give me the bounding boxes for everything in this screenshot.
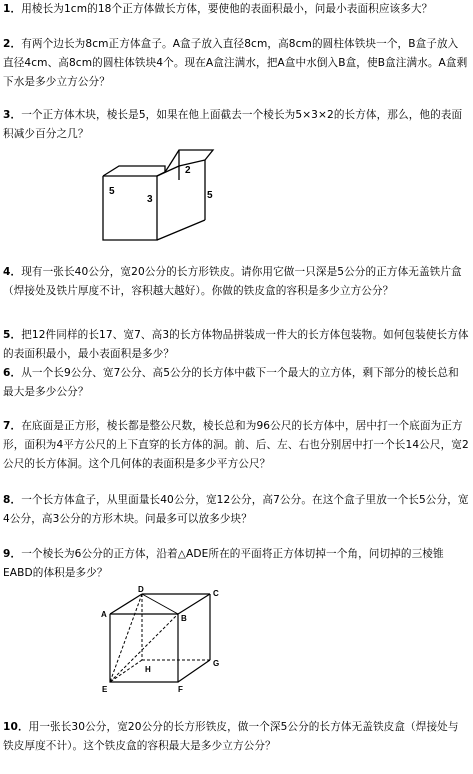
- question-3: 3．一个正方体木块，棱长是5，如果在他上面截去一个棱长为5×3×2的长方体，那么，他的表面积减少百分之几？: [3, 109, 463, 140]
- question-text: 一个正方体木块，棱长是5，如果在他上面截去一个棱长为5×3×2的长方体，那么，他的表面积减少百分之几？: [3, 109, 463, 140]
- figure-9-cube-diagram: [100, 586, 230, 694]
- figure-3-label-bottom: 3: [147, 194, 153, 205]
- figure-3-label-step: 2: [185, 165, 191, 176]
- question-number: 9: [3, 548, 11, 560]
- question-4: 4．现有一张长40公分，宽20公分的长方形铁皮。请你用它做一只深是5公分的正方体无盖铁片盒（焊接处及铁片厚度不计，容积越大越好）。你做的铁皮盒的容积是多少立方公分？: [3, 266, 462, 297]
- question-text: 从一个长9公分、宽7公分、高5公分的长方体中截下一个最大的立方体，剩下部分的棱长总和最大是多少公分？: [3, 367, 459, 398]
- question-number: 3: [3, 109, 11, 121]
- question-text: 在底面是正方形，棱长都是整公尺数，棱长总和为96公尺的长方体中，居中打一个底面为正方形，面积为4平方公尺的上下直穿的长方体的洞。前、后、左、右也分别居中打一个长14公尺，宽2公尺的长方体洞。这个几何体的表面积是多少平方公尺？: [3, 420, 469, 470]
- question-number: 2: [3, 38, 11, 50]
- figure-9-label-h: H: [145, 665, 151, 674]
- figure-9-label-c: C: [213, 589, 219, 598]
- question-number: 10: [3, 721, 18, 733]
- question-9: 9．一个棱长为6公分的正方体，沿着△ADE所在的平面将正方体切掉一个角，问切掉的三棱锥EABD的体积是多少？: [3, 548, 444, 579]
- figure-9-label-b: B: [181, 614, 187, 623]
- question-5: 5．把12件同样的长17、宽7、高3的长方体物品拼装成一件大的长方体包装物。如何包装使长方体的表面积最小，最小表面积是多少？: [3, 329, 469, 360]
- question-text: 用棱长为1cm的18个正方体做长方体，要使他的表面积最小，问最小表面积应该多大？: [21, 3, 433, 15]
- question-8: 8．一个长方体盒子，从里面量长40公分，宽12公分，高7公分。在这个盒子里放一个长5公分，宽4公分，高3公分的方形木块。问最多可以放多少块？: [3, 494, 469, 525]
- figure-9-label-d: D: [138, 586, 144, 594]
- question-number: 8: [3, 494, 11, 506]
- figure-9-label-e: E: [102, 685, 108, 694]
- figure-3-label-left: 5: [109, 186, 115, 197]
- question-number: 5: [3, 329, 11, 341]
- question-text: 一个棱长为6公分的正方体，沿着△ADE所在的平面将正方体切掉一个角，问切掉的三棱锥EABD的体积是多少？: [3, 548, 444, 579]
- question-1: 1．用棱长为1cm的18个正方体做长方体，要使他的表面积最小，问最小表面积应该多大？: [3, 3, 433, 15]
- question-text: 把12件同样的长17、宽7、高3的长方体物品拼装成一件大的长方体包装物。如何包装使长方体的表面积最小，最小表面积是多少？: [3, 329, 469, 360]
- figure-9-label-g: G: [213, 659, 220, 668]
- question-10: 10．用一张长30公分，宽20公分的长方形铁皮，做一个深5公分的长方体无盖铁皮盒（焊接处与铁皮厚度不计）。这个铁皮盒的容积最大是多少立方公分？: [3, 721, 459, 752]
- question-number: 6: [3, 367, 11, 379]
- figure-9-label-f: F: [178, 685, 183, 694]
- figure-3-label-right: 5: [207, 190, 213, 201]
- question-number: 1: [3, 3, 11, 15]
- question-number: 7: [3, 420, 11, 432]
- question-7: 7．在底面是正方形，棱长都是整公尺数，棱长总和为96公尺的长方体中，居中打一个底面为正方形，面积为4平方公尺的上下直穿的长方体的洞。前、后、左、右也分别居中打一个长14公尺，宽2公尺的长方体洞。这个几何体的表面积是多少平方公尺？: [3, 420, 469, 470]
- figure-9-label-a: A: [101, 610, 107, 619]
- question-6: 6．从一个长9公分、宽7公分、高5公分的长方体中截下一个最大的立方体，剩下部分的棱长总和最大是多少公分？: [3, 367, 459, 398]
- question-2: 2．有两个边长为8cm正方体盒子。A盒子放入直径8cm，高8cm的圆柱体铁块一个，B盒子放入直径4cm、高8cm的圆柱体铁块4个。现在A盒注满水，把A盒中水倒入B盒，使B盒注满水。A盒剩下水是多少立方公分？: [3, 38, 468, 88]
- question-text: 现有一张长40公分，宽20公分的长方形铁皮。请你用它做一只深是5公分的正方体无盖铁片盒（焊接处及铁片厚度不计，容积越大越好）。你做的铁皮盒的容积是多少立方公分？: [3, 266, 462, 297]
- figure-3-cube-diagram: [95, 140, 225, 252]
- question-text: 一个长方体盒子，从里面量长40公分，宽12公分，高7公分。在这个盒子里放一个长5公分，宽4公分，高3公分的方形木块。问最多可以放多少块？: [3, 494, 469, 525]
- question-number: 4: [3, 266, 11, 278]
- question-text: 用一张长30公分，宽20公分的长方形铁皮，做一个深5公分的长方体无盖铁皮盒（焊接处与铁皮厚度不计）。这个铁皮盒的容积最大是多少立方公分？: [3, 721, 459, 752]
- question-text: 有两个边长为8cm正方体盒子。A盒子放入直径8cm，高8cm的圆柱体铁块一个，B盒子放入直径4cm、高8cm的圆柱体铁块4个。现在A盒注满水，把A盒中水倒入B盒，使B盒注满水。A盒剩下水是多少立方公分？: [3, 38, 468, 88]
